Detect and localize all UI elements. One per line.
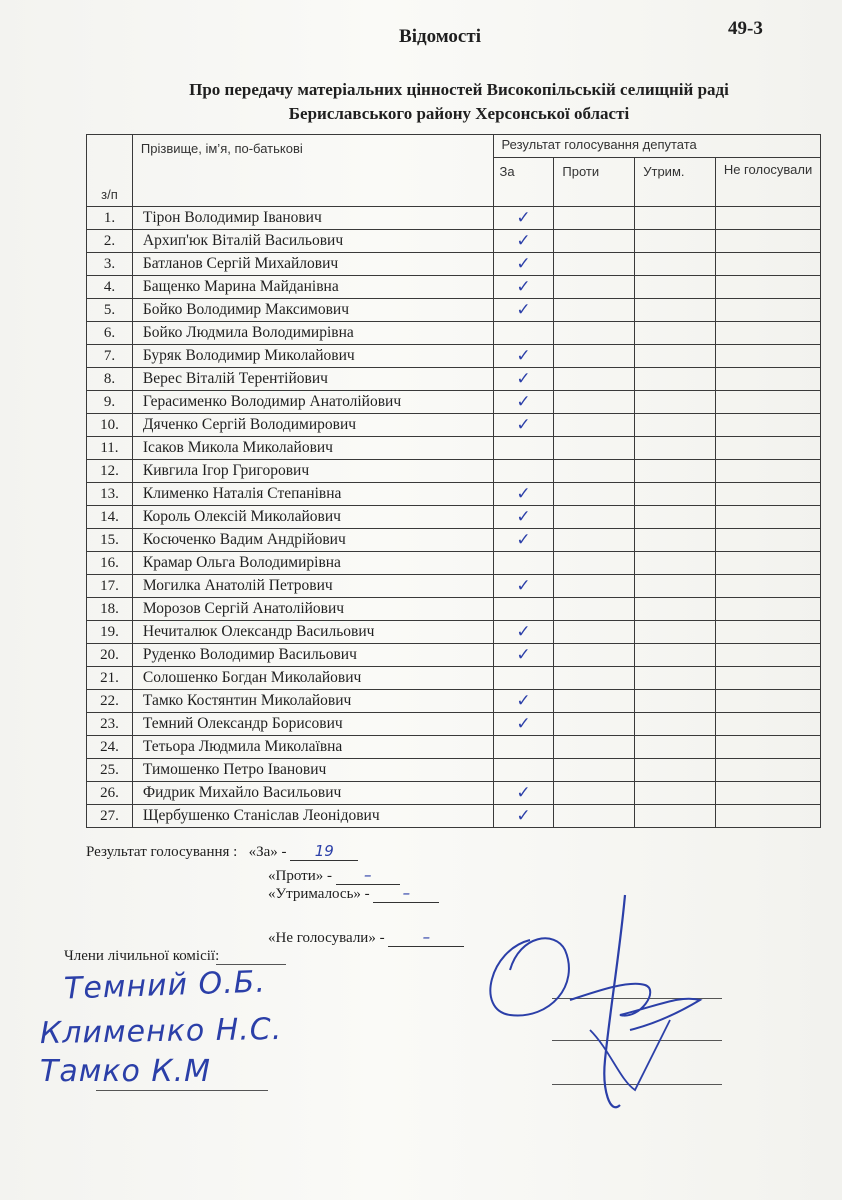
check-mark-icon: ✓ [516, 782, 531, 803]
row-vote-za [493, 483, 554, 506]
row-vote-ne-holosuvaly [716, 552, 821, 575]
document-number: 49-3 [728, 18, 763, 39]
row-vote-proty [554, 529, 635, 552]
row-vote-ne-holosuvaly [716, 713, 821, 736]
row-vote-utrym [635, 805, 716, 828]
row-vote-proty [554, 437, 635, 460]
row-name: Буряк Володимир Миколайович [132, 345, 493, 368]
row-number: 4. [87, 276, 133, 299]
row-vote-proty [554, 253, 635, 276]
table-row [87, 759, 821, 782]
row-number: 5. [87, 299, 133, 322]
table-row [87, 529, 821, 552]
row-vote-ne-holosuvaly [716, 506, 821, 529]
check-mark-icon: ✓ [516, 253, 531, 274]
totals-ne-value: – [388, 928, 464, 947]
row-vote-proty [554, 690, 635, 713]
row-vote-proty [554, 230, 635, 253]
row-number: 2. [87, 230, 133, 253]
row-name: Тимошенко Петро Іванович [132, 759, 493, 782]
table-row [87, 253, 821, 276]
row-vote-proty [554, 621, 635, 644]
row-vote-proty [554, 644, 635, 667]
row-name: Тамко Костянтин Миколайович [132, 690, 493, 713]
row-name: Солошенко Богдан Миколайович [132, 667, 493, 690]
row-name: Батланов Сергій Михайлович [132, 253, 493, 276]
check-mark-icon: ✓ [516, 713, 531, 734]
row-name: Верес Віталій Терентійович [132, 368, 493, 391]
row-vote-utrym [635, 575, 716, 598]
voting-table [86, 134, 821, 828]
row-vote-za [493, 782, 554, 805]
table-row [87, 690, 821, 713]
row-number: 6. [87, 322, 133, 345]
row-vote-ne-holosuvaly [716, 345, 821, 368]
signature-2: Клименко Н.С. [39, 1011, 283, 1052]
row-vote-proty [554, 207, 635, 230]
row-vote-za [493, 253, 554, 276]
handwritten-signature-graphic [470, 890, 730, 1130]
row-vote-utrym [635, 621, 716, 644]
row-vote-ne-holosuvaly [716, 368, 821, 391]
row-name: Клименко Наталія Степанівна [132, 483, 493, 506]
row-name: Бащенко Марина Майданівна [132, 276, 493, 299]
check-mark-icon: ✓ [516, 299, 531, 320]
row-number: 25. [87, 759, 133, 782]
document-subtitle-line1: Про передачу матеріальних цінностей Високопільській селищній раді [189, 80, 729, 99]
row-number: 18. [87, 598, 133, 621]
header-ne-holosuvaly: Не голосували [716, 158, 821, 207]
row-vote-proty [554, 713, 635, 736]
signature-stroke-loop [490, 938, 569, 1015]
row-vote-za [493, 805, 554, 828]
row-vote-proty [554, 414, 635, 437]
table-row [87, 368, 821, 391]
totals-label: Результат голосування : [86, 844, 238, 860]
table-row [87, 230, 821, 253]
row-vote-za [493, 575, 554, 598]
signature-3-line [96, 1090, 268, 1091]
table-row [87, 276, 821, 299]
row-vote-utrym [635, 529, 716, 552]
row-number: 11. [87, 437, 133, 460]
row-name: Руденко Володимир Васильович [132, 644, 493, 667]
row-vote-za [493, 322, 554, 345]
row-vote-ne-holosuvaly [716, 322, 821, 345]
row-name: Нечиталюк Олександр Васильович [132, 621, 493, 644]
row-number: 17. [87, 575, 133, 598]
row-vote-utrym [635, 207, 716, 230]
row-name: Архип'юк Віталій Васильович [132, 230, 493, 253]
row-name: Косюченко Вадим Андрійович [132, 529, 493, 552]
commission-label: Члени лічильної комісії: [64, 948, 220, 964]
row-name: Фидрик Михайло Васильович [132, 782, 493, 805]
row-vote-utrym [635, 345, 716, 368]
row-vote-utrym [635, 667, 716, 690]
row-vote-proty [554, 460, 635, 483]
row-vote-za [493, 598, 554, 621]
row-vote-za [493, 368, 554, 391]
row-number: 21. [87, 667, 133, 690]
table-row [87, 207, 821, 230]
table-row [87, 736, 821, 759]
row-vote-za [493, 345, 554, 368]
row-vote-utrym [635, 391, 716, 414]
row-vote-ne-holosuvaly [716, 667, 821, 690]
check-mark-icon: ✓ [516, 621, 531, 642]
row-number: 7. [87, 345, 133, 368]
row-vote-za [493, 230, 554, 253]
row-number: 13. [87, 483, 133, 506]
row-vote-za [493, 667, 554, 690]
totals-proty-line [268, 866, 400, 885]
table-row [87, 345, 821, 368]
header-name: Прізвище, ім’я, по-батькові [132, 135, 493, 207]
row-vote-za [493, 644, 554, 667]
row-number: 20. [87, 644, 133, 667]
row-vote-za [493, 437, 554, 460]
table-body [87, 207, 821, 828]
row-vote-ne-holosuvaly [716, 805, 821, 828]
row-vote-proty [554, 276, 635, 299]
row-vote-utrym [635, 506, 716, 529]
row-vote-ne-holosuvaly [716, 598, 821, 621]
table-row [87, 598, 821, 621]
table-row [87, 483, 821, 506]
totals-utrym-value: – [373, 884, 439, 903]
row-vote-za [493, 414, 554, 437]
document-subtitle-line2: Бериславського району Херсонської області [288, 104, 630, 123]
row-vote-ne-holosuvaly [716, 207, 821, 230]
totals-proty-label: «Проти» - [268, 868, 332, 884]
row-vote-utrym [635, 253, 716, 276]
row-vote-proty [554, 736, 635, 759]
table-row [87, 391, 821, 414]
check-mark-icon: ✓ [516, 483, 531, 504]
row-vote-utrym [635, 736, 716, 759]
row-vote-ne-holosuvaly [716, 736, 821, 759]
row-number: 26. [87, 782, 133, 805]
check-mark-icon: ✓ [516, 414, 531, 435]
row-number: 9. [87, 391, 133, 414]
row-number: 8. [87, 368, 133, 391]
row-vote-za [493, 690, 554, 713]
row-number: 3. [87, 253, 133, 276]
row-vote-za [493, 713, 554, 736]
row-name: Бойко Людмила Володимирівна [132, 322, 493, 345]
check-mark-icon: ✓ [516, 529, 531, 550]
row-name: Дяченко Сергій Володимирович [132, 414, 493, 437]
row-name: Морозов Сергій Анатолійович [132, 598, 493, 621]
totals-utrym-label: «Утрималось» - [268, 886, 370, 902]
row-vote-proty [554, 598, 635, 621]
check-mark-icon: ✓ [516, 575, 531, 596]
header-proty: Проти [554, 158, 635, 207]
row-name: Тетьора Людмила Миколаївна [132, 736, 493, 759]
totals-za-label: «За» - [248, 844, 287, 860]
row-name: Бойко Володимир Максимович [132, 299, 493, 322]
check-mark-icon: ✓ [516, 276, 531, 297]
row-vote-proty [554, 759, 635, 782]
row-vote-ne-holosuvaly [716, 621, 821, 644]
row-name: Кивгила Ігор Григорович [132, 460, 493, 483]
row-vote-proty [554, 805, 635, 828]
totals-ne-line [268, 928, 464, 947]
table-row [87, 437, 821, 460]
row-vote-za [493, 621, 554, 644]
table-row [87, 460, 821, 483]
row-vote-proty [554, 575, 635, 598]
table-row [87, 506, 821, 529]
row-vote-za [493, 552, 554, 575]
row-number: 15. [87, 529, 133, 552]
row-vote-utrym [635, 299, 716, 322]
row-number: 10. [87, 414, 133, 437]
row-name: Темний Олександр Борисович [132, 713, 493, 736]
row-vote-za [493, 759, 554, 782]
table-row [87, 414, 821, 437]
row-vote-utrym [635, 598, 716, 621]
table-header-row-1 [87, 135, 821, 158]
row-name: Крамар Ольга Володимирівна [132, 552, 493, 575]
totals-utrym-line [268, 884, 439, 903]
header-utrym: Утрим. [635, 158, 716, 207]
check-mark-icon: ✓ [516, 644, 531, 665]
table-row [87, 621, 821, 644]
row-vote-proty [554, 345, 635, 368]
row-vote-utrym [635, 782, 716, 805]
row-vote-ne-holosuvaly [716, 253, 821, 276]
table-row [87, 805, 821, 828]
row-name: Щербушенко Станіслав Леонідович [132, 805, 493, 828]
row-vote-ne-holosuvaly [716, 759, 821, 782]
signature-1: Темний О.Б. [63, 964, 267, 1007]
totals-za-value: 19 [290, 842, 358, 861]
check-mark-icon: ✓ [516, 368, 531, 389]
row-number: 24. [87, 736, 133, 759]
row-vote-za [493, 276, 554, 299]
row-vote-utrym [635, 276, 716, 299]
row-number: 16. [87, 552, 133, 575]
table-row [87, 644, 821, 667]
signature-3: Тамко К.М [40, 1054, 212, 1089]
row-vote-ne-holosuvaly [716, 414, 821, 437]
row-vote-utrym [635, 437, 716, 460]
row-vote-proty [554, 391, 635, 414]
row-vote-ne-holosuvaly [716, 276, 821, 299]
row-vote-za [493, 391, 554, 414]
row-vote-ne-holosuvaly [716, 529, 821, 552]
row-name: Ісаков Микола Миколайович [132, 437, 493, 460]
row-vote-proty [554, 483, 635, 506]
check-mark-icon: ✓ [516, 391, 531, 412]
row-vote-za [493, 506, 554, 529]
row-vote-proty [554, 552, 635, 575]
row-vote-proty [554, 667, 635, 690]
check-mark-icon: ✓ [516, 345, 531, 366]
check-mark-icon: ✓ [516, 690, 531, 711]
row-vote-ne-holosuvaly [716, 391, 821, 414]
row-vote-proty [554, 506, 635, 529]
document-title: Відомості [399, 26, 481, 47]
row-vote-ne-holosuvaly [716, 460, 821, 483]
table-row [87, 299, 821, 322]
row-vote-utrym [635, 713, 716, 736]
row-vote-proty [554, 322, 635, 345]
row-vote-utrym [635, 368, 716, 391]
row-vote-utrym [635, 414, 716, 437]
row-vote-utrym [635, 690, 716, 713]
check-mark-icon: ✓ [516, 506, 531, 527]
row-vote-ne-holosuvaly [716, 644, 821, 667]
row-vote-za [493, 207, 554, 230]
row-name: Герасименко Володимир Анатолійович [132, 391, 493, 414]
table-row [87, 552, 821, 575]
table-row [87, 575, 821, 598]
row-vote-utrym [635, 460, 716, 483]
check-mark-icon: ✓ [516, 805, 531, 826]
signature-stroke-tail [590, 1020, 670, 1090]
row-vote-utrym [635, 230, 716, 253]
row-number: 22. [87, 690, 133, 713]
row-number: 14. [87, 506, 133, 529]
row-vote-proty [554, 299, 635, 322]
table-row [87, 667, 821, 690]
row-vote-ne-holosuvaly [716, 575, 821, 598]
table-row [87, 782, 821, 805]
row-number: 1. [87, 207, 133, 230]
check-mark-icon: ✓ [516, 207, 531, 228]
row-vote-utrym [635, 644, 716, 667]
row-vote-ne-holosuvaly [716, 782, 821, 805]
row-vote-za [493, 529, 554, 552]
row-name: Могилка Анатолій Петрович [132, 575, 493, 598]
row-vote-utrym [635, 483, 716, 506]
row-number: 27. [87, 805, 133, 828]
row-name: Тірон Володимир Іванович [132, 207, 493, 230]
row-number: 12. [87, 460, 133, 483]
table-row [87, 322, 821, 345]
header-vote-result: Результат голосування депутата [493, 135, 820, 158]
row-vote-proty [554, 368, 635, 391]
row-vote-za [493, 460, 554, 483]
row-vote-ne-holosuvaly [716, 230, 821, 253]
row-vote-utrym [635, 552, 716, 575]
row-vote-ne-holosuvaly [716, 299, 821, 322]
totals-proty-value: – [336, 866, 400, 885]
header-number: з/п [87, 135, 133, 207]
check-mark-icon: ✓ [516, 230, 531, 251]
row-vote-utrym [635, 322, 716, 345]
row-number: 23. [87, 713, 133, 736]
signature-stroke-cross [570, 984, 700, 1030]
row-vote-ne-holosuvaly [716, 437, 821, 460]
totals-ne-label: «Не голосували» - [268, 930, 385, 946]
row-vote-utrym [635, 759, 716, 782]
row-name: Король Олексій Миколайович [132, 506, 493, 529]
row-vote-za [493, 299, 554, 322]
row-number: 19. [87, 621, 133, 644]
header-za: За [493, 158, 554, 207]
totals-za-line [86, 842, 358, 861]
row-vote-proty [554, 782, 635, 805]
table-row [87, 713, 821, 736]
row-vote-za [493, 736, 554, 759]
row-vote-ne-holosuvaly [716, 690, 821, 713]
row-vote-ne-holosuvaly [716, 483, 821, 506]
